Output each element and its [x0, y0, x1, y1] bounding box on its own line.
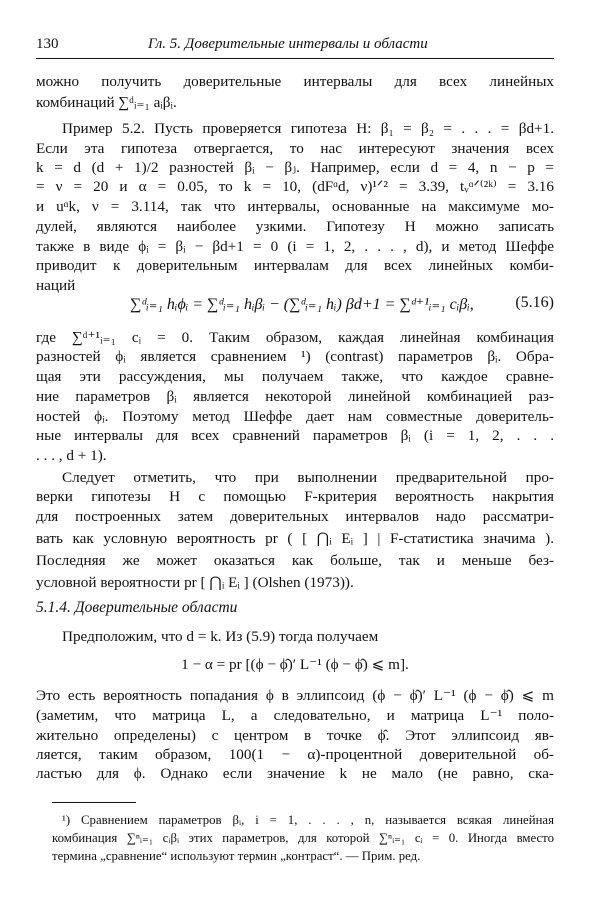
text-line: = ν = 20 и α = 0.05, то k = 10, (dFᵅd, ν)¹ᐟ² = 3.39, tᵥᵅᐟ⁽²ᵏ⁾ = 3.16 [36, 178, 554, 195]
text-line: щая эти рассуждения, мы получаем также, что каждое сравне- [36, 368, 554, 385]
text-line: Последняя же может оказаться как больше, так и меньше без- [36, 552, 554, 569]
page-number: 130 [36, 36, 59, 52]
text-line: . . . , d + 1). [36, 447, 107, 464]
text-line: также в виде ϕᵢ = βᵢ − βd+1 = 0 (i = 1, 2, . . . , d), и метод Шеффе [36, 238, 554, 255]
text-line: комбинаций ∑ᵈᵢ₌₁ aᵢβᵢ. [36, 94, 177, 111]
footnote-line: термина „сравнение“ используют термин „контраст“. — Прим. ред. [52, 849, 421, 863]
footnote-rule [52, 802, 136, 803]
text-line: где ∑ᵈ⁺¹ᵢ₌₁ cᵢ = 0. Таким образом, каждая линейная комбинация [36, 329, 554, 346]
text-line: дулей, являются наиболее узкими. Гипотезу H можно записать [36, 218, 554, 235]
equation-5-16 [36, 282, 554, 326]
text-line: можно получить доверительные интервалы для всех линейных [36, 73, 554, 90]
text-line: Это есть вероятность попадания ϕ в эллипсоид (ϕ − ϕ̂)′ L⁻¹ (ϕ − ϕ̂) ⩽ m [36, 687, 554, 704]
page-header [36, 36, 554, 56]
text-line: разностей ϕᵢ является сравнением ¹) (contrast) параметров βᵢ. Обра- [36, 348, 554, 365]
text-line: Предположим, что d = k. Из (5.9) тогда получаем [62, 628, 379, 645]
equation-body: ∑ᵈᵢ₌₁ hᵢϕᵢ = ∑ᵈᵢ₌₁ hᵢβᵢ − (∑ᵈᵢ₌₁ hᵢ) βd+1 = ∑ᵈ⁺¹ᵢ₌₁ cᵢβᵢ, [130, 296, 474, 313]
footnote-line: ¹) Сравнением параметров βᵢ, i = 1, . . . , n, называется всякая линейная [62, 813, 554, 827]
text-line: ластью для ϕ. Однако если значение k не мало (не равно, ска- [36, 765, 554, 782]
section-heading: 5.1.4. Доверительные области [36, 599, 238, 616]
text-line: для построенных затем доверительных интервалов надо рассматри- [36, 508, 554, 525]
text-line: (заметим, что матрица L, а следовательно, и матрица L⁻¹ поло- [36, 707, 554, 724]
text-line: приводит к доверительным интервалам для всех линейных комби- [36, 257, 554, 274]
footnote-line: комбинация ∑ⁿᵢ₌₁ cᵢβᵢ этих параметров, для которой ∑ⁿᵢ₌₁ cᵢ = 0. Иногда вместо [52, 831, 554, 845]
equation-confidence: 1 − α = pr [(ϕ − ϕ̂)′ L⁻¹ (ϕ − ϕ̂) ⩽ m]. [181, 656, 409, 673]
text-line: ностей ϕᵢ. Поэтому метод Шеффе дает нам совместные доверитель- [36, 408, 554, 425]
text-line: Если эта гипотеза отвергается, то нас интересуют значения всех [36, 140, 554, 157]
text-line: k = d (d + 1)/2 разностей βᵢ − βⱼ. Например, если d = 4, n − p = [36, 159, 554, 176]
text-line: условной вероятности pr [ ⋂ᵢ Eᵢ ] (Olshen (1973)). [36, 574, 354, 591]
text-line: вать как условную вероятность pr ( [ ⋂ᵢ Eᵢ ] | F-статистика значима ). [36, 530, 554, 547]
text-line: ляется, таким образом, 100(1 − α)-процентной доверительной об- [36, 746, 554, 763]
text-line: Следует отметить, что при выполнении предварительной про- [62, 469, 554, 486]
text-line: жительно определены) с центром в точке ϕ̂. Этот эллипсоид яв- [36, 727, 554, 744]
text-line: верки гипотезы H с помощью F-критерия вероятность накрытия [36, 488, 554, 505]
example-heading-line: Пример 5.2. Пусть проверяется гипотеза H: β₁ = β₂ = . . . = βd+1. [62, 120, 554, 137]
text-line: наций [36, 277, 76, 294]
equation-number: (5.16) [515, 294, 554, 311]
running-title: Гл. 5. Доверительные интервалы и области [148, 36, 428, 52]
header-rule [36, 58, 554, 59]
text-line: ние параметров βᵢ является некоторой линейной комбинацией раз- [36, 388, 554, 405]
text-line: ные интервалы для всех сравнений параметров βᵢ (i = 1, 2, . . . [36, 427, 554, 444]
text-line: и uᵅk, ν = 3.114, так что интервалы, основанные на максимуме мо- [36, 198, 554, 215]
